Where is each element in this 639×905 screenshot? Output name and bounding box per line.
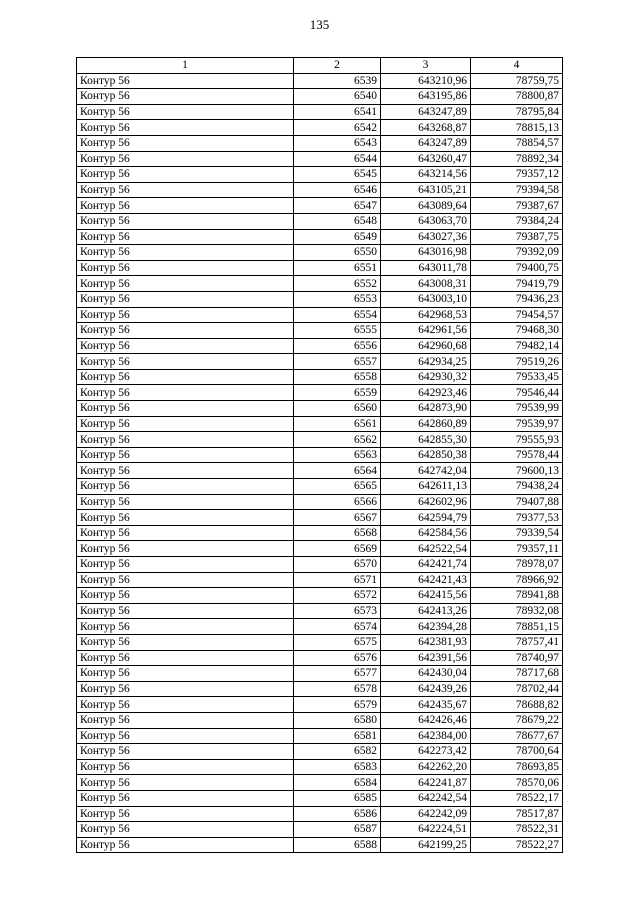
point-number-cell: 6564 — [294, 463, 381, 479]
x-coordinate-cell: 642522,54 — [381, 541, 471, 557]
point-number-cell: 6571 — [294, 572, 381, 588]
table-row — [77, 572, 563, 588]
x-coordinate-cell: 643011,78 — [381, 260, 471, 276]
x-coordinate-cell: 642611,13 — [381, 479, 471, 495]
x-coordinate-cell: 643247,89 — [381, 104, 471, 120]
contour-name-cell: Контур 56 — [77, 120, 294, 136]
x-coordinate-cell: 642391,56 — [381, 650, 471, 666]
y-coordinate-cell: 79539,97 — [471, 416, 563, 432]
y-coordinate-cell: 79357,12 — [471, 167, 563, 183]
y-coordinate-cell: 78700,64 — [471, 744, 563, 760]
table-row — [77, 291, 563, 307]
contour-name-cell: Контур 56 — [77, 572, 294, 588]
y-coordinate-cell: 78757,41 — [471, 634, 563, 650]
contour-name-cell: Контур 56 — [77, 291, 294, 307]
table-row — [77, 151, 563, 167]
y-coordinate-cell: 78688,82 — [471, 697, 563, 713]
point-number-cell: 6574 — [294, 619, 381, 635]
contour-name-cell: Контур 56 — [77, 557, 294, 573]
table-row — [77, 541, 563, 557]
table-row — [77, 198, 563, 214]
table-row — [77, 806, 563, 822]
x-coordinate-cell: 642413,26 — [381, 603, 471, 619]
x-coordinate-cell: 643089,64 — [381, 198, 471, 214]
y-coordinate-cell: 78892,34 — [471, 151, 563, 167]
y-coordinate-cell: 78570,06 — [471, 775, 563, 791]
contour-name-cell: Контур 56 — [77, 822, 294, 838]
point-number-cell: 6567 — [294, 510, 381, 526]
table-row — [77, 479, 563, 495]
x-coordinate-cell: 642242,09 — [381, 806, 471, 822]
point-number-cell: 6585 — [294, 790, 381, 806]
y-coordinate-cell: 78517,87 — [471, 806, 563, 822]
point-number-cell: 6586 — [294, 806, 381, 822]
contour-name-cell: Контур 56 — [77, 634, 294, 650]
table-row — [77, 73, 563, 89]
table-row — [77, 494, 563, 510]
x-coordinate-cell: 642934,25 — [381, 354, 471, 370]
y-coordinate-cell: 79339,54 — [471, 525, 563, 541]
y-coordinate-cell: 79384,24 — [471, 213, 563, 229]
y-coordinate-cell: 79578,44 — [471, 447, 563, 463]
y-coordinate-cell: 79394,58 — [471, 182, 563, 198]
table-row — [77, 712, 563, 728]
x-coordinate-cell: 642961,56 — [381, 323, 471, 339]
table-row — [77, 634, 563, 650]
contour-name-cell: Контур 56 — [77, 463, 294, 479]
y-coordinate-cell: 79438,24 — [471, 479, 563, 495]
contour-name-cell: Контур 56 — [77, 276, 294, 292]
contour-name-cell: Контур 56 — [77, 619, 294, 635]
table-row — [77, 822, 563, 838]
table-row — [77, 385, 563, 401]
table-row — [77, 104, 563, 120]
contour-name-cell: Контур 56 — [77, 728, 294, 744]
y-coordinate-cell: 79468,30 — [471, 323, 563, 339]
y-coordinate-cell: 78679,22 — [471, 712, 563, 728]
contour-name-cell: Контур 56 — [77, 416, 294, 432]
x-coordinate-cell: 642960,68 — [381, 338, 471, 354]
x-coordinate-cell: 642421,74 — [381, 557, 471, 573]
point-number-cell: 6565 — [294, 479, 381, 495]
table-row — [77, 307, 563, 323]
point-number-cell: 6581 — [294, 728, 381, 744]
table-row — [77, 260, 563, 276]
x-coordinate-cell: 642439,26 — [381, 681, 471, 697]
header-col-1: 1 — [77, 58, 294, 74]
table-row — [77, 650, 563, 666]
point-number-cell: 6549 — [294, 229, 381, 245]
header-col-2: 2 — [294, 58, 381, 74]
x-coordinate-cell: 643105,21 — [381, 182, 471, 198]
contour-name-cell: Контур 56 — [77, 151, 294, 167]
point-number-cell: 6541 — [294, 104, 381, 120]
point-number-cell: 6588 — [294, 837, 381, 853]
y-coordinate-cell: 78978,07 — [471, 557, 563, 573]
point-number-cell: 6579 — [294, 697, 381, 713]
y-coordinate-cell: 78759,75 — [471, 73, 563, 89]
point-number-cell: 6584 — [294, 775, 381, 791]
y-coordinate-cell: 78717,68 — [471, 666, 563, 682]
contour-name-cell: Контур 56 — [77, 666, 294, 682]
contour-name-cell: Контур 56 — [77, 837, 294, 853]
x-coordinate-cell: 642384,00 — [381, 728, 471, 744]
header-col-3: 3 — [381, 58, 471, 74]
table-row — [77, 775, 563, 791]
table-row — [77, 744, 563, 760]
x-coordinate-cell: 642923,46 — [381, 385, 471, 401]
table-body — [77, 73, 563, 853]
table-row — [77, 338, 563, 354]
y-coordinate-cell: 79387,67 — [471, 198, 563, 214]
x-coordinate-cell: 642930,32 — [381, 369, 471, 385]
x-coordinate-cell: 642850,38 — [381, 447, 471, 463]
contour-name-cell: Контур 56 — [77, 369, 294, 385]
table-row — [77, 510, 563, 526]
point-number-cell: 6582 — [294, 744, 381, 760]
x-coordinate-cell: 642584,56 — [381, 525, 471, 541]
point-number-cell: 6566 — [294, 494, 381, 510]
table-row — [77, 525, 563, 541]
contour-name-cell: Контур 56 — [77, 697, 294, 713]
contour-name-cell: Контур 56 — [77, 744, 294, 760]
x-coordinate-cell: 642742,04 — [381, 463, 471, 479]
y-coordinate-cell: 78932,08 — [471, 603, 563, 619]
table-row — [77, 790, 563, 806]
y-coordinate-cell: 79533,45 — [471, 369, 563, 385]
y-coordinate-cell: 79555,93 — [471, 432, 563, 448]
y-coordinate-cell: 78740,97 — [471, 650, 563, 666]
y-coordinate-cell: 79419,79 — [471, 276, 563, 292]
header-row — [77, 58, 563, 74]
table-row — [77, 681, 563, 697]
y-coordinate-cell: 79482,14 — [471, 338, 563, 354]
table-row — [77, 120, 563, 136]
contour-name-cell: Контур 56 — [77, 89, 294, 105]
y-coordinate-cell: 79519,26 — [471, 354, 563, 370]
point-number-cell: 6576 — [294, 650, 381, 666]
point-number-cell: 6544 — [294, 151, 381, 167]
point-number-cell: 6556 — [294, 338, 381, 354]
y-coordinate-cell: 78522,27 — [471, 837, 563, 853]
y-coordinate-cell: 79407,88 — [471, 494, 563, 510]
contour-name-cell: Контур 56 — [77, 603, 294, 619]
point-number-cell: 6587 — [294, 822, 381, 838]
x-coordinate-cell: 642415,56 — [381, 588, 471, 604]
table-row — [77, 213, 563, 229]
point-number-cell: 6551 — [294, 260, 381, 276]
y-coordinate-cell: 79392,09 — [471, 245, 563, 261]
table-row — [77, 759, 563, 775]
x-coordinate-cell: 642873,90 — [381, 401, 471, 417]
point-number-cell: 6550 — [294, 245, 381, 261]
x-coordinate-cell: 642394,28 — [381, 619, 471, 635]
point-number-cell: 6563 — [294, 447, 381, 463]
point-number-cell: 6570 — [294, 557, 381, 573]
contour-name-cell: Контур 56 — [77, 338, 294, 354]
x-coordinate-cell: 642224,51 — [381, 822, 471, 838]
table-row — [77, 323, 563, 339]
point-number-cell: 6557 — [294, 354, 381, 370]
x-coordinate-cell: 642602,96 — [381, 494, 471, 510]
table-row — [77, 432, 563, 448]
table-row — [77, 276, 563, 292]
x-coordinate-cell: 642426,46 — [381, 712, 471, 728]
point-number-cell: 6569 — [294, 541, 381, 557]
contour-name-cell: Контур 56 — [77, 510, 294, 526]
x-coordinate-cell: 643016,98 — [381, 245, 471, 261]
table-row — [77, 229, 563, 245]
point-number-cell: 6562 — [294, 432, 381, 448]
contour-name-cell: Контур 56 — [77, 401, 294, 417]
y-coordinate-cell: 78941,88 — [471, 588, 563, 604]
contour-name-cell: Контур 56 — [77, 588, 294, 604]
contour-name-cell: Контур 56 — [77, 229, 294, 245]
point-number-cell: 6583 — [294, 759, 381, 775]
y-coordinate-cell: 78677,67 — [471, 728, 563, 744]
contour-name-cell: Контур 56 — [77, 790, 294, 806]
y-coordinate-cell: 79400,75 — [471, 260, 563, 276]
point-number-cell: 6548 — [294, 213, 381, 229]
contour-name-cell: Контур 56 — [77, 104, 294, 120]
contour-name-cell: Контур 56 — [77, 213, 294, 229]
x-coordinate-cell: 642273,42 — [381, 744, 471, 760]
contour-name-cell: Контур 56 — [77, 775, 294, 791]
point-number-cell: 6540 — [294, 89, 381, 105]
table-row — [77, 837, 563, 853]
table-row — [77, 557, 563, 573]
x-coordinate-cell: 642242,54 — [381, 790, 471, 806]
table-row — [77, 369, 563, 385]
y-coordinate-cell: 79387,75 — [471, 229, 563, 245]
contour-name-cell: Контур 56 — [77, 759, 294, 775]
table-row — [77, 401, 563, 417]
point-number-cell: 6546 — [294, 182, 381, 198]
point-number-cell: 6552 — [294, 276, 381, 292]
table-row — [77, 167, 563, 183]
point-number-cell: 6547 — [294, 198, 381, 214]
point-number-cell: 6558 — [294, 369, 381, 385]
x-coordinate-cell: 643027,36 — [381, 229, 471, 245]
point-number-cell: 6542 — [294, 120, 381, 136]
point-number-cell: 6577 — [294, 666, 381, 682]
contour-name-cell: Контур 56 — [77, 806, 294, 822]
page-number: 135 — [309, 17, 330, 32]
point-number-cell: 6545 — [294, 167, 381, 183]
table-header — [77, 58, 563, 74]
table-row — [77, 245, 563, 261]
contour-name-cell: Контур 56 — [77, 432, 294, 448]
table-row — [77, 135, 563, 151]
contour-name-cell: Контур 56 — [77, 260, 294, 276]
contour-name-cell: Контур 56 — [77, 245, 294, 261]
y-coordinate-cell: 78815,13 — [471, 120, 563, 136]
y-coordinate-cell: 78795,84 — [471, 104, 563, 120]
point-number-cell: 6572 — [294, 588, 381, 604]
contour-name-cell: Контур 56 — [77, 73, 294, 89]
y-coordinate-cell: 79436,23 — [471, 291, 563, 307]
contour-name-cell: Контур 56 — [77, 479, 294, 495]
point-number-cell: 6568 — [294, 525, 381, 541]
x-coordinate-cell: 642381,93 — [381, 634, 471, 650]
x-coordinate-cell: 643195,86 — [381, 89, 471, 105]
contour-name-cell: Контур 56 — [77, 525, 294, 541]
x-coordinate-cell: 642421,43 — [381, 572, 471, 588]
contour-name-cell: Контур 56 — [77, 681, 294, 697]
point-number-cell: 6539 — [294, 73, 381, 89]
contour-name-cell: Контур 56 — [77, 167, 294, 183]
y-coordinate-cell: 78854,57 — [471, 135, 563, 151]
contour-name-cell: Контур 56 — [77, 198, 294, 214]
table-row — [77, 89, 563, 105]
x-coordinate-cell: 642262,20 — [381, 759, 471, 775]
x-coordinate-cell: 642860,89 — [381, 416, 471, 432]
contour-name-cell: Контур 56 — [77, 541, 294, 557]
x-coordinate-cell: 642241,87 — [381, 775, 471, 791]
contour-name-cell: Контур 56 — [77, 354, 294, 370]
y-coordinate-cell: 79377,53 — [471, 510, 563, 526]
x-coordinate-cell: 643003,10 — [381, 291, 471, 307]
y-coordinate-cell: 78800,87 — [471, 89, 563, 105]
point-number-cell: 6561 — [294, 416, 381, 432]
x-coordinate-cell: 642968,53 — [381, 307, 471, 323]
x-coordinate-cell: 643008,31 — [381, 276, 471, 292]
y-coordinate-cell: 78693,85 — [471, 759, 563, 775]
table-row — [77, 463, 563, 479]
contour-name-cell: Контур 56 — [77, 712, 294, 728]
y-coordinate-cell: 79539,99 — [471, 401, 563, 417]
contour-name-cell: Контур 56 — [77, 447, 294, 463]
table-row — [77, 416, 563, 432]
point-number-cell: 6560 — [294, 401, 381, 417]
y-coordinate-cell: 78966,92 — [471, 572, 563, 588]
table-row — [77, 697, 563, 713]
y-coordinate-cell: 79600,13 — [471, 463, 563, 479]
x-coordinate-cell: 642855,30 — [381, 432, 471, 448]
point-number-cell: 6553 — [294, 291, 381, 307]
contour-name-cell: Контур 56 — [77, 650, 294, 666]
y-coordinate-cell: 78851,15 — [471, 619, 563, 635]
header-col-4: 4 — [471, 58, 563, 74]
point-number-cell: 6578 — [294, 681, 381, 697]
y-coordinate-cell: 78522,31 — [471, 822, 563, 838]
contour-name-cell: Контур 56 — [77, 307, 294, 323]
contour-name-cell: Контур 56 — [77, 182, 294, 198]
point-number-cell: 6559 — [294, 385, 381, 401]
x-coordinate-cell: 642594,79 — [381, 510, 471, 526]
y-coordinate-cell: 79454,57 — [471, 307, 563, 323]
table-row — [77, 603, 563, 619]
x-coordinate-cell: 642199,25 — [381, 837, 471, 853]
x-coordinate-cell: 643210,96 — [381, 73, 471, 89]
x-coordinate-cell: 643268,87 — [381, 120, 471, 136]
point-number-cell: 6555 — [294, 323, 381, 339]
point-number-cell: 6575 — [294, 634, 381, 650]
contour-name-cell: Контур 56 — [77, 135, 294, 151]
y-coordinate-cell: 78702,44 — [471, 681, 563, 697]
table-row — [77, 354, 563, 370]
table-row — [77, 588, 563, 604]
table-row — [77, 728, 563, 744]
point-number-cell: 6554 — [294, 307, 381, 323]
point-number-cell: 6580 — [294, 712, 381, 728]
contour-name-cell: Контур 56 — [77, 385, 294, 401]
y-coordinate-cell: 79546,44 — [471, 385, 563, 401]
table-row — [77, 182, 563, 198]
x-coordinate-cell: 643260,47 — [381, 151, 471, 167]
x-coordinate-cell: 643247,89 — [381, 135, 471, 151]
y-coordinate-cell: 79357,11 — [471, 541, 563, 557]
x-coordinate-cell: 643214,56 — [381, 167, 471, 183]
y-coordinate-cell: 78522,17 — [471, 790, 563, 806]
coordinates-table — [76, 57, 563, 853]
table-row — [77, 619, 563, 635]
point-number-cell: 6573 — [294, 603, 381, 619]
table-row — [77, 666, 563, 682]
x-coordinate-cell: 642435,67 — [381, 697, 471, 713]
x-coordinate-cell: 643063,70 — [381, 213, 471, 229]
contour-name-cell: Контур 56 — [77, 323, 294, 339]
table-row — [77, 447, 563, 463]
point-number-cell: 6543 — [294, 135, 381, 151]
x-coordinate-cell: 642430,04 — [381, 666, 471, 682]
contour-name-cell: Контур 56 — [77, 494, 294, 510]
